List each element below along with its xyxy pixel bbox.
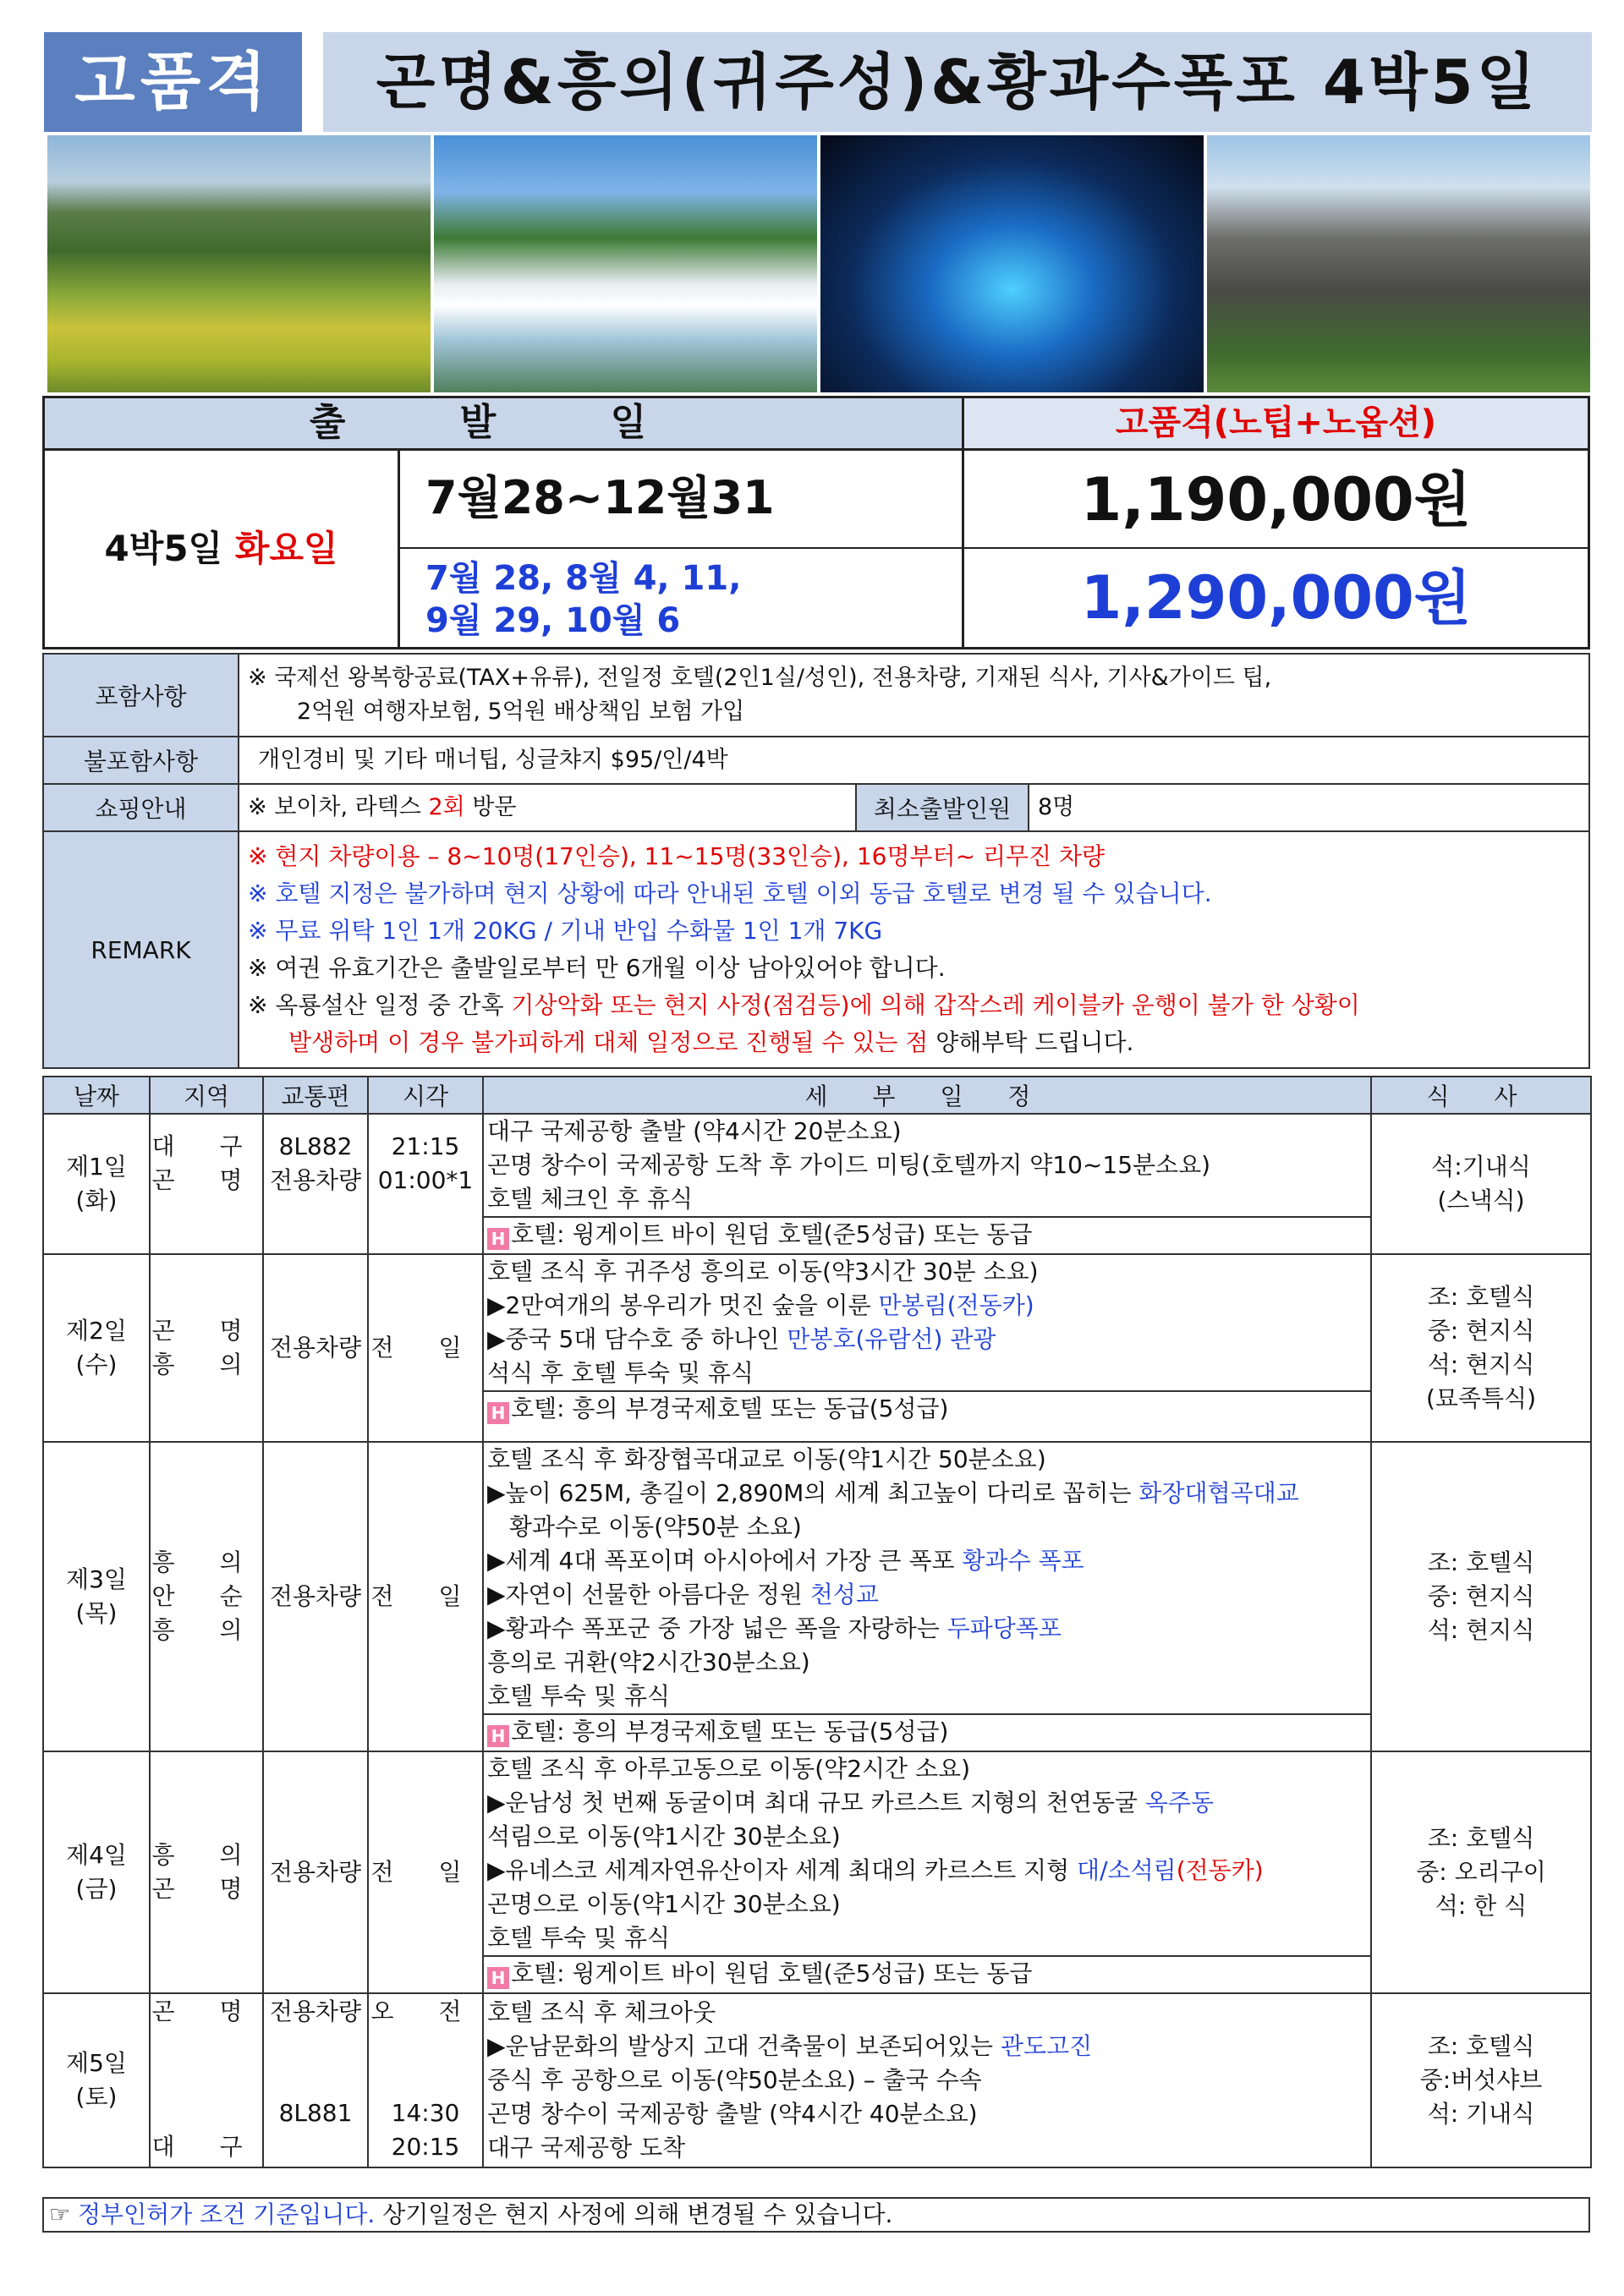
day4-line-2 xyxy=(484,1786,1370,1820)
day5-time-2: 14:30 xyxy=(391,2099,460,2127)
col-schedule: 세 부 일 정 xyxy=(483,1077,1371,1114)
footer-condition: 정부인허가 조건 기준입니다. xyxy=(70,2200,376,2228)
day2-region xyxy=(150,1254,263,1442)
day1-time-1: 21:15 xyxy=(391,1132,460,1160)
tour-title: 곤명&흥의(귀주성)&황과수폭포 4박5일 xyxy=(323,32,1592,132)
day1-meals xyxy=(1371,1114,1591,1254)
remark-value xyxy=(239,831,1589,1068)
day3-line-4 xyxy=(484,1544,1370,1578)
remark-line-5 xyxy=(248,987,1580,1024)
day2-transport: 전용차량 xyxy=(263,1254,368,1442)
day3-meal-2: 중: 현지식 xyxy=(1427,1582,1535,1610)
footer-note xyxy=(42,2197,1590,2233)
shopping-label: 쇼핑안내 xyxy=(43,784,239,831)
price-special: 1,290,000원 xyxy=(1080,563,1472,633)
day5-meal-2: 중:버섯샤브 xyxy=(1419,2066,1543,2094)
min-group-label: 최소출발인원 xyxy=(856,784,1029,831)
day5-transport-1: 전용차량 xyxy=(269,1997,362,2025)
day5-date xyxy=(43,1993,150,2167)
itinerary-row-day5 xyxy=(43,1993,1591,2167)
hotel-icon: H xyxy=(487,1228,509,1250)
day1-line-2: 곤명 창수이 국제공항 도착 후 가이드 미팅(호텔까지 약10~15분소요) xyxy=(487,1151,1211,1179)
day3-meals xyxy=(1371,1442,1591,1751)
stone-forest-photo xyxy=(1207,135,1590,392)
included-line-1: ※ 국제선 왕복항공료(TAX+유류), 전일정 호텔(2인1실/성인), 전용차량, 기재된 식사, 기사&가이드 팁, xyxy=(248,665,1272,691)
remark-6-tail: 양해부탁 드립니다. xyxy=(928,1028,1134,1056)
day2-meals xyxy=(1371,1254,1591,1442)
day2-line-2-text: ▶2만여개의 봉우리가 멋진 숲을 이룬 xyxy=(487,1291,879,1319)
day5-meal-3: 석: 기내식 xyxy=(1427,2100,1535,2128)
min-group-value: 8명 xyxy=(1029,784,1589,831)
day5-meal-1: 조: 호텔식 xyxy=(1427,2032,1535,2060)
day2-hotel-text: 호텔: 흥의 부경국제호텔 또는 동급(5성급) xyxy=(511,1395,949,1422)
remark-5-lead: ※ 옥룡설산 일정 중 간혹 xyxy=(248,991,512,1019)
day3-hotel xyxy=(484,1713,1372,1749)
day2-dow: (수) xyxy=(75,1351,118,1378)
day2-hotel xyxy=(484,1390,1372,1426)
departure-table xyxy=(42,396,1590,649)
day3-hotel-text: 호텔: 흥의 부경국제호텔 또는 동급(5성급) xyxy=(511,1718,949,1745)
day2-label: 제2일 xyxy=(66,1317,127,1345)
day3-dow: (목) xyxy=(75,1599,118,1627)
day3-line-8: 호텔 투숙 및 휴식 xyxy=(487,1682,671,1710)
col-date: 날짜 xyxy=(43,1077,150,1114)
hotel-icon: H xyxy=(487,1725,509,1747)
day1-region-1: 대 구 xyxy=(151,1132,261,1160)
day2-line-3-highlight: 만봉호(유람선) 관광 xyxy=(787,1325,996,1353)
included-label: 포함사항 xyxy=(43,654,239,737)
day5-line-3: 중식 후 공항으로 이동(약50분소요) – 출국 수속 xyxy=(487,2066,982,2094)
day3-line-5 xyxy=(484,1578,1370,1612)
itinerary-table xyxy=(42,1076,1592,2168)
day2-region-1: 곤 명 xyxy=(151,1317,261,1345)
day4-region-1: 흥 의 xyxy=(151,1841,261,1869)
shopping-value xyxy=(239,784,856,831)
day3-region-2: 안 순 xyxy=(151,1582,261,1610)
day2-line-4: 석식 후 호텔 투숙 및 휴식 xyxy=(487,1359,754,1387)
day1-region-2: 곤 명 xyxy=(151,1166,261,1194)
remark-line-4: ※ 여권 유효기간은 출발일로부터 만 6개월 이상 남아있어야 합니다. xyxy=(248,954,946,982)
day1-hotel xyxy=(484,1216,1372,1252)
day4-line-4-text: ▶유네스코 세계자연유산이자 세계 최대의 카르스트 지형 xyxy=(487,1856,1078,1884)
day2-line-3-text: ▶중국 5대 담수호 중 하나인 xyxy=(487,1325,787,1353)
day3-line-5-text: ▶자연이 선물한 아름다운 정원 xyxy=(487,1581,810,1608)
excluded-label: 불포함사항 xyxy=(43,737,239,784)
info-table xyxy=(42,653,1590,1069)
hotel-icon: H xyxy=(487,1967,509,1989)
day4-line-4 xyxy=(484,1854,1370,1888)
day3-date xyxy=(43,1442,150,1751)
day2-time: 전 일 xyxy=(368,1254,483,1442)
shopping-visit: 방문 xyxy=(464,794,517,820)
cave-photo xyxy=(820,135,1204,392)
day5-region xyxy=(150,1993,263,2167)
day3-line-6 xyxy=(484,1612,1370,1646)
special-dates-line-2: 9월 29, 10월 6 xyxy=(425,601,681,640)
day1-time xyxy=(368,1114,483,1254)
remark-line-6 xyxy=(248,1024,1580,1061)
day2-line-2-highlight: 만봉림(전동카) xyxy=(878,1291,1034,1319)
remark-5-warning: 기상악화 또는 현지 사정(점검등)에 의해 갑작스레 케이블카 운행이 불가 한 상황이 xyxy=(511,991,1360,1019)
day4-line-4-note: (전동카) xyxy=(1176,1856,1264,1884)
col-meals: 식 사 xyxy=(1371,1077,1591,1114)
day2-line-1: 호텔 조식 후 귀주성 흥의로 이동(약3시간 30분 소요) xyxy=(487,1258,1039,1285)
special-dates-line-1: 7월 28, 8월 4, 11, xyxy=(425,559,742,598)
excluded-value: 개인경비 및 기타 매너팁, 싱글챠지 $95/인/4박 xyxy=(239,737,1589,784)
day1-transport xyxy=(263,1114,368,1254)
day4-line-6: 호텔 투숙 및 휴식 xyxy=(487,1924,671,1952)
day1-dow: (화) xyxy=(75,1186,118,1214)
itinerary-row-day4 xyxy=(43,1751,1591,1993)
day5-transport xyxy=(263,1993,368,2167)
day3-line-2-highlight: 화장대협곡대교 xyxy=(1138,1479,1299,1507)
day5-schedule xyxy=(483,1993,1371,2167)
day3-line-2-text: ▶높이 625M, 총길이 2,890M의 세계 최고높이 다리로 꼽히는 xyxy=(487,1479,1139,1507)
day4-line-2-text: ▶운남성 첫 번째 동굴이며 최대 규모 카르스트 지형의 천연동굴 xyxy=(487,1789,1145,1817)
day3-line-2 xyxy=(484,1477,1370,1510)
day2-meal-3: 석: 현지식 xyxy=(1427,1351,1535,1378)
price-regular: 1,190,000원 xyxy=(964,451,1588,549)
day1-line-1: 대구 국제공항 출발 (약4시간 20분소요) xyxy=(487,1117,902,1145)
day4-line-2-highlight: 옥주동 xyxy=(1144,1789,1214,1817)
footer-disclaimer: 상기일정은 현지 사정에 의해 변경될 수 있습니다. xyxy=(375,2200,893,2228)
departure-day: 화요일 xyxy=(234,528,338,569)
day2-meal-1: 조: 호텔식 xyxy=(1427,1283,1535,1311)
day5-line-1: 호텔 조식 후 체크아웃 xyxy=(487,1998,716,2026)
day5-region-1: 곤 명 xyxy=(151,1997,261,2025)
day2-line-2 xyxy=(484,1289,1370,1323)
day5-meals xyxy=(1371,1993,1591,2167)
day4-transport: 전용차량 xyxy=(263,1751,368,1993)
shopping-count: 2회 xyxy=(428,794,465,820)
day3-line-6-highlight: 두파당폭포 xyxy=(946,1614,1062,1642)
day2-date xyxy=(43,1254,150,1442)
day5-time-1: 오 전 xyxy=(370,1997,480,2025)
day3-schedule xyxy=(483,1442,1371,1751)
waterfall-photo xyxy=(434,135,817,392)
premium-badge: 고품격 xyxy=(44,32,302,132)
day3-transport: 전용차량 xyxy=(263,1442,368,1751)
included-value xyxy=(239,654,1589,737)
day3-line-4-text: ▶세계 4대 폭포이며 아시아에서 가장 큰 폭포 xyxy=(487,1547,963,1575)
trip-length: 4박5일 xyxy=(104,528,223,569)
day3-label: 제3일 xyxy=(66,1565,127,1593)
day4-date xyxy=(43,1751,150,1993)
day1-meal-1: 석:기내식 xyxy=(1431,1153,1531,1181)
day2-meal-2: 중: 현지식 xyxy=(1427,1317,1535,1345)
day3-line-7: 흥의로 귀환(약2시간30분소요) xyxy=(487,1648,810,1676)
day4-dow: (금) xyxy=(75,1875,118,1903)
remark-line-2: ※ 호텔 지정은 불가하며 현지 상황에 따라 안내된 호텔 이외 동급 호텔로 변경 될 수 있습니다. xyxy=(248,879,1212,907)
day4-meal-2: 중: 오리구이 xyxy=(1416,1858,1546,1886)
remark-line-3: ※ 무료 위탁 1인 1개 20KG / 기내 반입 수화물 1인 1개 7KG xyxy=(248,917,883,945)
shopping-items: ※ 보이차, 라텍스 xyxy=(248,794,429,820)
day2-meal-4: (묘족특식) xyxy=(1425,1384,1537,1412)
day3-line-6-text: ▶황과수 폭포군 중 가장 넓은 폭을 자랑하는 xyxy=(487,1614,947,1642)
itinerary-row-day3 xyxy=(43,1442,1591,1751)
itinerary-row-day2 xyxy=(43,1254,1591,1442)
day1-time-2: 01:00*1 xyxy=(377,1166,474,1194)
day1-region xyxy=(150,1114,263,1254)
photo-strip xyxy=(47,135,1590,392)
day5-dow: (토) xyxy=(75,2083,118,2111)
remark-line-1: ※ 현지 차량이용 – 8~10명(17인승), 11~15명(33인승), 16명부터~ 리무진 차량 xyxy=(248,842,1106,870)
day2-line-3 xyxy=(484,1323,1370,1356)
day4-meal-3: 석: 한 식 xyxy=(1435,1892,1528,1920)
day3-time: 전 일 xyxy=(368,1442,483,1751)
day3-region-3: 흥 의 xyxy=(151,1616,261,1644)
pointing-hand-icon: ☞ xyxy=(49,2200,71,2228)
day5-time xyxy=(368,1993,483,2167)
package-header: 고품격(노팁+노옵션) xyxy=(964,398,1588,451)
day4-line-5: 곤명으로 이동(약1시간 30분소요) xyxy=(487,1890,841,1918)
day1-line-3: 호텔 체크인 후 휴식 xyxy=(487,1185,694,1213)
remark-label: REMARK xyxy=(43,831,239,1068)
day1-schedule xyxy=(483,1114,1371,1254)
terraced-fields-photo xyxy=(47,135,431,392)
itinerary-row-day1 xyxy=(43,1114,1591,1254)
col-region: 지역 xyxy=(150,1077,263,1114)
day5-line-2-highlight: 관도고진 xyxy=(1001,2032,1093,2060)
included-line-2: 2억원 여행자보험, 5억원 배상책임 보험 가입 xyxy=(297,699,745,725)
day5-line-2 xyxy=(484,2030,1370,2063)
day4-region-2: 곤 명 xyxy=(151,1875,261,1903)
day4-meals xyxy=(1371,1751,1591,1993)
day1-label: 제1일 xyxy=(66,1153,127,1181)
remark-6-warning: 발생하며 이 경우 불가피하게 대체 일정으로 진행될 수 있는 점 xyxy=(288,1028,929,1056)
day3-meal-3: 석: 현지식 xyxy=(1427,1616,1535,1644)
day2-region-2: 흥 의 xyxy=(151,1351,261,1378)
day3-line-5-highlight: 천성교 xyxy=(809,1581,879,1608)
day1-transport-2: 전용차량 xyxy=(269,1166,362,1194)
day4-line-3: 석림으로 이동(약1시간 30분소요) xyxy=(487,1822,841,1850)
day3-region xyxy=(150,1442,263,1751)
date-range: 7월28~12월31 xyxy=(400,451,964,549)
day5-line-5: 대구 국제공항 도착 xyxy=(487,2134,686,2162)
day3-line-3: 황과수로 이동(약50분 소요) xyxy=(509,1513,802,1541)
day4-label: 제4일 xyxy=(66,1841,127,1869)
hotel-icon: H xyxy=(487,1402,509,1424)
day4-line-1: 호텔 조식 후 아루고동으로 이동(약2시간 소요) xyxy=(487,1755,971,1783)
day4-region xyxy=(150,1751,263,1993)
day4-line-4-highlight: 대/소석림 xyxy=(1077,1856,1177,1884)
day5-label: 제5일 xyxy=(66,2049,127,2077)
trip-length-cell xyxy=(45,451,400,647)
day4-meal-1: 조: 호텔식 xyxy=(1427,1824,1535,1852)
day5-line-2-text: ▶운남문화의 발상지 고대 건축물이 보존되어있는 xyxy=(487,2032,1001,2060)
day5-transport-2: 8L881 xyxy=(278,2099,353,2127)
col-time: 시각 xyxy=(368,1077,483,1114)
day1-date xyxy=(43,1114,150,1254)
day4-time: 전 일 xyxy=(368,1751,483,1993)
day4-schedule xyxy=(483,1751,1371,1993)
day3-line-1: 호텔 조식 후 화장협곡대교로 이동(약1시간 50분소요) xyxy=(487,1445,1046,1473)
day1-transport-1: 8L882 xyxy=(278,1132,353,1160)
day2-schedule xyxy=(483,1254,1371,1442)
col-transport: 교통편 xyxy=(263,1077,368,1114)
day1-hotel-text: 호텔: 윙게이트 바이 원덤 호텔(준5성급) 또는 동급 xyxy=(511,1220,1033,1248)
day3-line-4-highlight: 황과수 폭포 xyxy=(962,1547,1084,1575)
day5-time-3: 20:15 xyxy=(391,2133,460,2161)
day5-region-2: 대 구 xyxy=(151,2133,261,2161)
departure-header: 출 발 일 xyxy=(45,398,964,451)
special-dates xyxy=(400,549,964,647)
day4-hotel xyxy=(484,1955,1372,1991)
day5-line-4: 곤명 창수이 국제공항 출발 (약4시간 40분소요) xyxy=(487,2100,978,2128)
day4-hotel-text: 호텔: 윙게이트 바이 원덤 호텔(준5성급) 또는 동급 xyxy=(511,1959,1033,1987)
day3-region-1: 흥 의 xyxy=(151,1548,261,1576)
day3-meal-1: 조: 호텔식 xyxy=(1427,1548,1535,1576)
day1-meal-2: (스낵식) xyxy=(1437,1186,1525,1214)
header xyxy=(44,32,1592,132)
